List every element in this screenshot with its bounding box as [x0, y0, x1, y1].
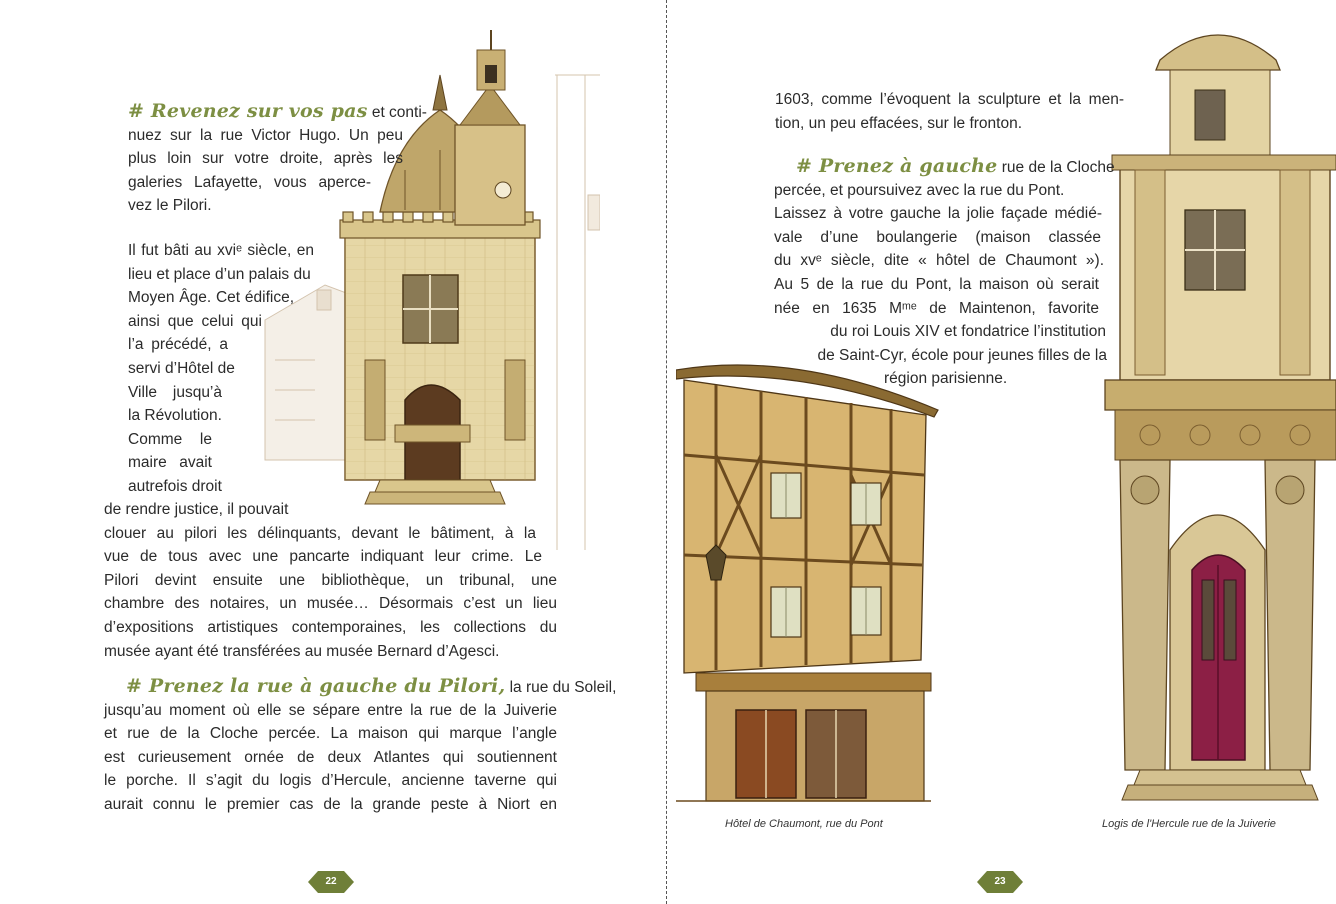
text-line: nuez sur la rue Victor Hugo. Un peu: [128, 126, 403, 144]
text-line: galeries Lafayette, vous aperce-: [128, 173, 371, 191]
text-line: 1603, comme l’évoquent la sculpture et la men-: [775, 91, 1124, 108]
right-paragraph-2: [774, 155, 1115, 391]
text-line: Laissez à votre gauche la jolie façade médié-: [774, 205, 1102, 223]
text-line: née en 1635 Mᵐᵉ de Maintenon, favorite: [774, 299, 1099, 317]
hashtag-prenez-gauche: # Prenez à gauche: [796, 155, 998, 177]
text-line: autrefois droit: [128, 477, 222, 495]
text-line: du xvᵉ siècle, dite « hôtel de Chaumont »).: [774, 252, 1104, 270]
text-line: ainsi que celui qui: [128, 312, 262, 330]
caption-hotel-chaumont: Hôtel de Chaumont, rue du Pont: [725, 818, 883, 830]
caption-logis-hercule: Logis de l'Hercule rue de la Juiverie: [1102, 818, 1276, 830]
page-gutter: [666, 0, 667, 904]
text-line: jusqu’au moment où elle se sépare entre la rue de la Juiverie: [104, 701, 557, 719]
hotel-chaumont-illustration: [676, 355, 941, 817]
text-line: l’a précédé, a: [128, 336, 228, 354]
text-line: Comme le: [128, 430, 212, 448]
text-line: servi d’Hôtel de: [128, 359, 235, 377]
text-line: de rendre justice, il pouvait: [104, 501, 289, 518]
text-line: Il fut bâti au xviᵉ siècle, en: [128, 242, 314, 259]
text-line: # Prenez la rue à gauche du Pilori, la rue du Soleil,: [126, 675, 617, 697]
text-line: et rue de la Cloche percée. La maison qui marque l’angle: [104, 725, 557, 743]
text-line: du roi Louis XIV et fondatrice l’institution: [830, 323, 1106, 341]
text-line: aurait connu le premier cas de la grande peste à Niort en: [104, 795, 557, 813]
hashtag-revenez: # Revenez sur vos pas: [128, 100, 368, 122]
text-line: plus loin sur votre droite, après les: [128, 150, 403, 168]
hashtag-prenez-rue: # Prenez la rue à gauche du Pilori,: [126, 675, 506, 697]
text-line: clouer au pilori les délinquants, devant le bâtiment, à la: [104, 524, 536, 542]
text-line: d’expositions artistiques contemporaines, les collections du: [104, 618, 557, 636]
text-line: # Revenez sur vos pas et conti-: [128, 100, 427, 122]
text-line: région parisienne.: [884, 370, 1008, 388]
logis-hercule-illustration: [1100, 10, 1336, 815]
left-paragraph-1: [128, 100, 427, 218]
text-line: chambre des notaires, un musée… Désormais c’est un lieu: [104, 595, 557, 613]
text-line: Ville jusqu’à: [128, 383, 222, 401]
text-line: vue de tous avec une pancarte indiquant leur crime. Le: [104, 548, 542, 566]
text-line: # Prenez à gauche rue de la Cloche: [796, 155, 1115, 177]
right-paragraph-1: [775, 88, 1124, 135]
text-line: Pilori devint ensuite une bibliothèque, un tribunal, une: [104, 571, 557, 589]
left-paragraph-3: [104, 675, 617, 817]
text-line: la Révolution.: [128, 407, 222, 425]
page-number-right: 23: [977, 871, 1023, 893]
text-line: le porche. Il s’agit du logis d’Hercule, ancienne taverne qui: [104, 772, 557, 790]
page-number-left: 22: [308, 871, 354, 893]
text-line: maire avait: [128, 454, 212, 472]
text-line: percée, et poursuivez avec la rue du Pont.: [774, 181, 1065, 199]
text-line: vez le Pilori.: [128, 197, 212, 215]
text-line: vale d’une boulangerie (maison classée: [774, 228, 1101, 246]
text-line: Moyen Âge. Cet édifice,: [128, 289, 294, 307]
text-line: de Saint-Cyr, école pour jeunes filles de la: [817, 346, 1107, 364]
text-line: est curieusement ornée de deux Atlantes qui soutiennent: [104, 748, 557, 766]
text-line: lieu et place d’un palais du: [128, 265, 311, 283]
text-line: musée ayant été transférées au musée Bernard d’Agesci.: [104, 642, 500, 660]
text-line: Au 5 de la rue du Pont, la maison où serait: [774, 275, 1099, 293]
text-line: tion, un peu effacées, sur le fronton.: [775, 114, 1023, 132]
